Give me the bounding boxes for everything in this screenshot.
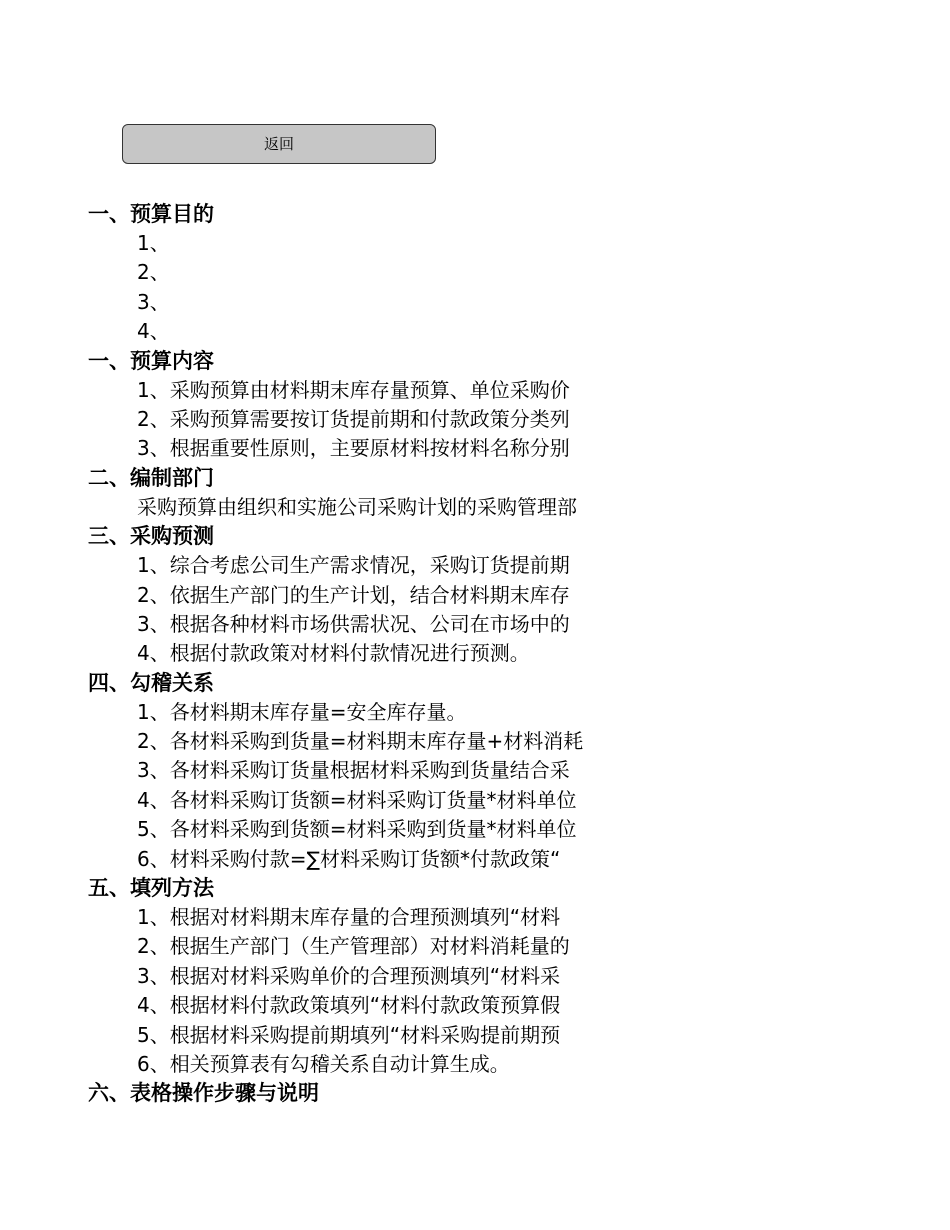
text-line: 1、 [137,231,170,255]
text-line: 3、各材料采购订货量根据材料采购到货量结合采 [137,758,570,783]
text-line: 3、根据对材料采购单价的合理预测填列“材料采 [137,963,561,988]
document-body [88,200,670,1108]
text-line: 2、依据生产部门的生产计划，结合材料期末库存 [137,582,570,607]
text-line: 2、采购预算需要按订货提前期和付款政策分类列 [137,406,570,431]
return-button[interactable]: 返回 [122,124,436,164]
text-line: 4、根据材料付款政策填列“材料付款政策预算假 [137,993,561,1018]
text-line: 采购预算由组织和实施公司采购计划的采购管理部 [137,494,577,519]
text-line: 4、根据付款政策对材料付款情况进行预测。 [137,641,530,666]
text-line: 4、 [137,319,170,344]
text-line: 6、材料采购付款=∑材料采购订货额*付款政策“ [137,846,561,871]
text-line: 1、综合考虑公司生产需求情况，采购订货提前期 [137,553,570,578]
text-line: 5、根据材料采购提前期填列“材料采购提前期预 [137,1022,561,1047]
text-line: 3、根据重要性原则，主要原材料按材料名称分别 [137,436,570,461]
section-heading-budget-purpose: 一、预算目的 [88,202,214,226]
section-heading-reconciliation: 四、勾稽关系 [88,670,214,695]
section-heading-filling-method: 五、填列方法 [88,876,214,901]
text-line: 3、根据各种材料市场供需状况、公司在市场中的 [137,611,570,636]
section-heading-preparing-department: 二、编制部门 [88,465,214,490]
text-line: 2、 [137,260,170,285]
section-heading-purchase-forecast: 三、采购预测 [88,524,214,549]
text-line: 1、各材料期末库存量=安全库存量。 [137,699,467,724]
section-heading-table-operation-steps: 六、表格操作步骤与说明 [88,1081,319,1106]
text-line: 2、各材料采购到货量=材料期末库存量+材料消耗 [137,729,584,754]
text-line: 3、 [137,289,170,314]
text-line: 6、相关预算表有勾稽关系自动计算生成。 [137,1051,510,1076]
text-line: 1、根据对材料期末库存量的合理预测填列“材料 [137,905,561,930]
text-line: 2、根据生产部门（生产管理部）对材料消耗量的 [137,934,570,959]
text-line: 1、采购预算由材料期末库存量预算、单位采购价 [137,377,570,402]
text-line: 4、各材料采购订货额=材料采购订货量*材料单位 [137,787,577,812]
text-line: 5、各材料采购到货额=材料采购到货量*材料单位 [137,817,577,842]
section-heading-budget-content: 一、预算内容 [88,348,214,373]
